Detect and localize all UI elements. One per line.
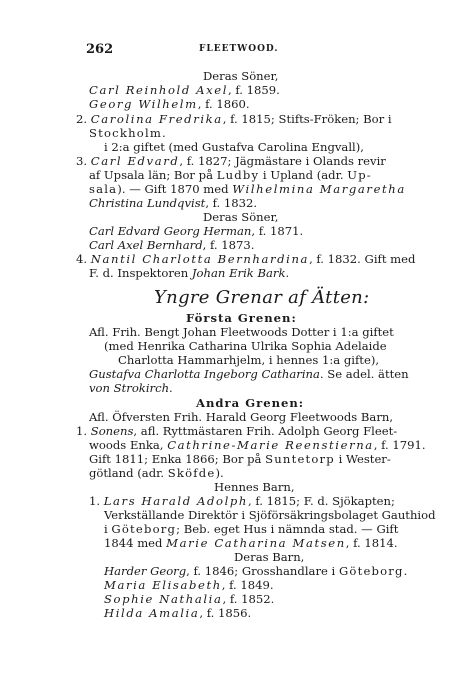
text-line: 1844 med Marie Catharina Matsen, f. 1814. xyxy=(104,536,398,550)
text-line: Stockholm. xyxy=(89,126,167,140)
subheading-andra-grenen: Andra Grenen: xyxy=(196,396,305,410)
text-line: Afl. Öfversten Frih. Harald Georg Fleetwoods Barn, xyxy=(89,410,394,424)
text-line: Afl. Frih. Bengt Johan Fleetwoods Dotter i 1:a giftet xyxy=(89,325,394,339)
text-line: Christina Lundqvist, f. 1832. xyxy=(89,196,258,210)
text-line: i 2:a giftet (med Gustafva Carolina Engvall), xyxy=(104,140,364,154)
text-line: sala). — Gift 1870 med Wilhelmina Margaretha xyxy=(89,182,406,196)
subheading-deras-soner: Deras Söner, xyxy=(203,69,279,83)
text-line: Sophie Nathalia, f. 1852. xyxy=(104,592,275,606)
subheading-deras-soner: Deras Söner, xyxy=(203,210,279,224)
text-line: Carl Axel Bernhard, f. 1873. xyxy=(89,238,255,252)
text-line: 3. Carl Edvard, f. 1827; Jägmästare i Olands revir xyxy=(76,154,386,168)
running-title: FLEETWOOD. xyxy=(199,44,279,54)
page-number: 262 xyxy=(86,42,114,57)
text-line: Gift 1811; Enka 1866; Bor på Suntetorp i Wester- xyxy=(89,452,391,466)
text-line: F. d. Inspektoren Johan Erik Bark. xyxy=(89,266,290,280)
section-heading: Yngre Grenar af Ätten: xyxy=(154,287,370,308)
text-line: Maria Elisabeth, f. 1849. xyxy=(104,578,274,592)
text-line: 1. Lars Harald Adolph, f. 1815; F. d. Sjökapten; xyxy=(89,494,395,508)
text-line: af Upsala län; Bor på Ludby i Upland (adr. Up- xyxy=(89,168,372,182)
text-line: Verkställande Direktör i Sjöförsäkringsbolaget Gauthiod xyxy=(104,508,436,522)
text-line: Georg Wilhelm, f. 1860. xyxy=(89,97,250,111)
text-line: 2. Carolina Fredrika, f. 1815; Stifts-Fröken; Bor i xyxy=(76,112,392,126)
subheading-forsta-grenen: Första Grenen: xyxy=(186,311,297,325)
text-line: Gustafva Charlotta Ingeborg Catharina. Se adel. ätten xyxy=(89,367,409,381)
text-line: Carl Reinhold Axel, f. 1859. xyxy=(89,83,280,97)
text-line: götland (adr. Sköfde). xyxy=(89,466,224,480)
text-line: (med Henrika Catharina Ulrika Sophia Adelaide xyxy=(104,339,387,353)
subheading-deras-barn: Deras Barn, xyxy=(234,550,305,564)
text-line: Hilda Amalia, f. 1856. xyxy=(104,606,252,620)
text-line: von Strokirch. xyxy=(89,381,173,395)
text-line: woods Enka, Cathrine-Marie Reenstierna, f. 1791. xyxy=(89,438,426,452)
subheading-hennes-barn: Hennes Barn, xyxy=(214,480,295,494)
text-line: Harder Georg, f. 1846; Grosshandlare i Göteborg. xyxy=(104,564,408,578)
text-line: 4. Nantil Charlotta Bernhardina, f. 1832. Gift med xyxy=(76,252,416,266)
text-line: Carl Edvard Georg Herman, f. 1871. xyxy=(89,224,304,238)
text-line: 1. Sonens, afl. Ryttmästaren Frih. Adolph Georg Fleet- xyxy=(76,424,398,438)
text-line: i Göteborg; Beb. eget Hus i nämnda stad. — Gift xyxy=(104,522,399,536)
text-line: Charlotta Hammarhjelm, i hennes 1:a gifte), xyxy=(118,353,380,367)
